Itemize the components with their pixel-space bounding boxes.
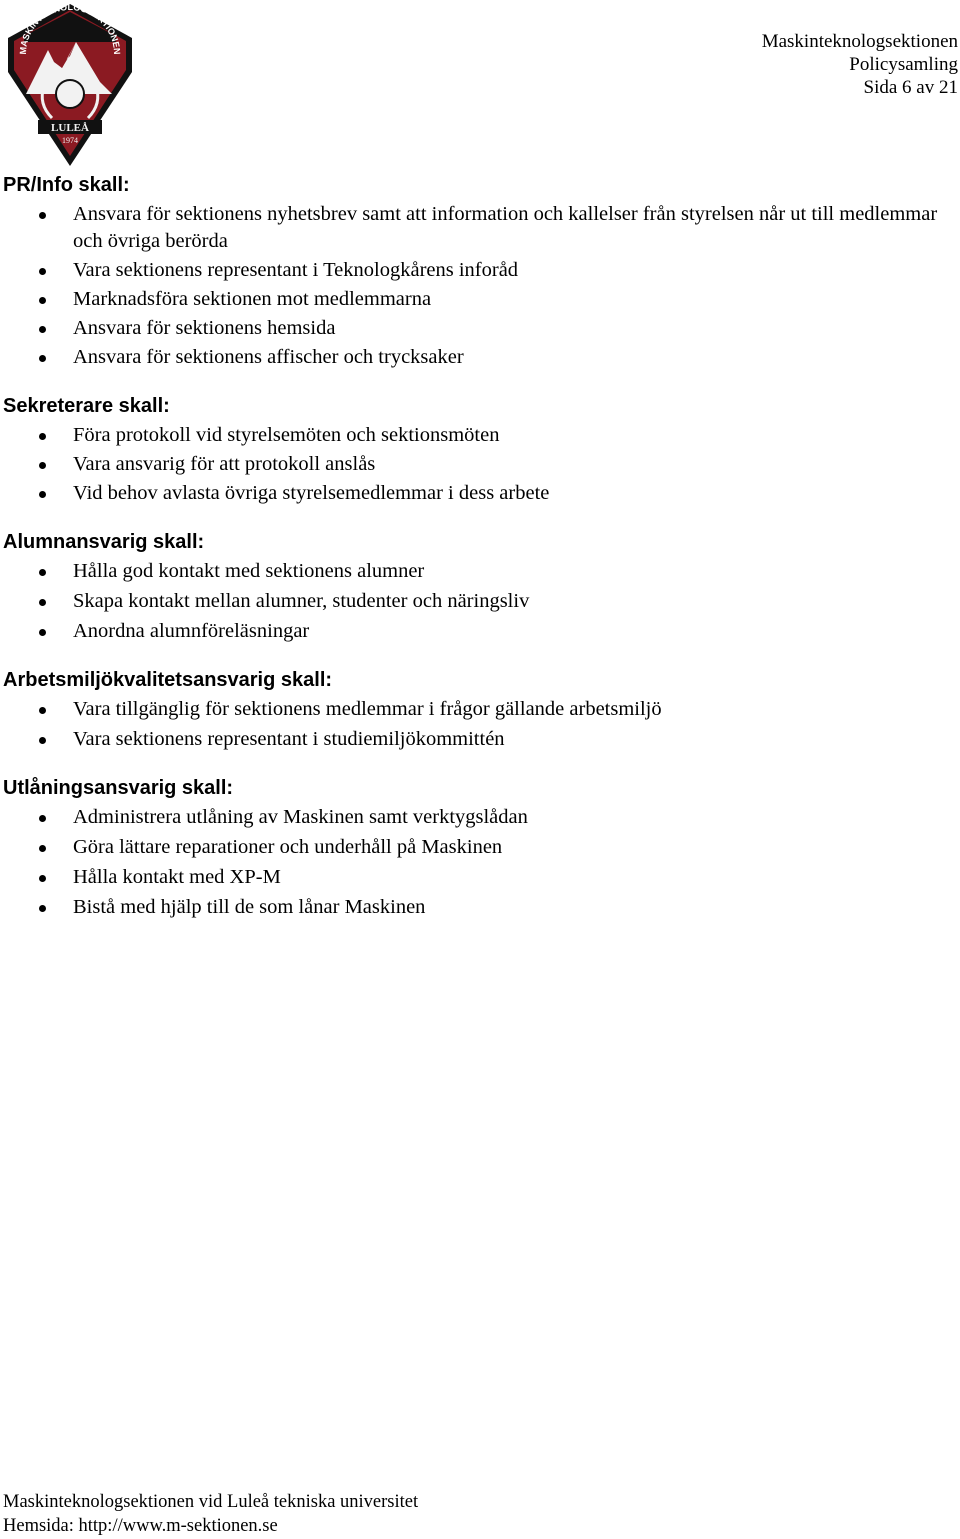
list-item: Vara tillgänglig för sektionens medlemmar i frågor gällande arbetsmiljö (3, 696, 958, 723)
list-item: Anordna alumnföreläsningar (3, 618, 958, 645)
list-item: Bistå med hjälp till de som lånar Maskinen (3, 894, 958, 921)
list-item: Skapa kontakt mellan alumner, studenter och näringsliv (3, 588, 958, 615)
svg-text:MASKINTEKNOLOGSEKTIONEN (18, 2, 122, 55)
bullet-list (3, 422, 958, 507)
section-heading: Arbetsmiljökvalitetsansvarig skall: (3, 669, 333, 691)
section-alumnansvarig (3, 529, 958, 645)
logo-city: LULEÅ (51, 122, 89, 134)
list-item: Vara ansvarig för att protokoll anslås (3, 451, 958, 478)
section-arbetsmiljo (3, 667, 958, 753)
list-item: Hålla kontakt med XP-M (3, 864, 958, 891)
section-pr-info (3, 172, 958, 371)
list-item: Hålla god kontakt med sektionens alumner (3, 558, 958, 585)
list-item: Marknadsföra sektionen mot medlemmarna (3, 286, 958, 313)
section-sekreterare (3, 393, 958, 507)
footer-website: Hemsida: http://www.m-sektionen.se (3, 1516, 278, 1536)
logo-year: 1974 (62, 136, 78, 145)
page-header (762, 30, 958, 99)
logo-banner-text: MASKINTEKNOLOGSEKTIONEN (17, 2, 123, 55)
bullet-list (3, 558, 958, 645)
section-heading: Alumnansvarig skall: (3, 531, 205, 553)
list-item: Ansvara för sektionens hemsida (3, 315, 958, 342)
header-document-title: Policysamling (849, 54, 958, 75)
section-heading: PR/Info skall: (3, 174, 130, 196)
list-item: Vara sektionens representant i Teknologkårens inforåd (3, 257, 958, 284)
section-utlaning (3, 775, 958, 921)
list-item: Ansvara för sektionens affischer och trycksaker (3, 344, 958, 371)
page-footer (3, 1490, 418, 1538)
list-item: Administrera utlåning av Maskinen samt verktygslådan (3, 804, 958, 831)
section-heading: Utlåningsansvarig skall: (3, 777, 234, 799)
list-item: Ansvara för sektionens nyhetsbrev samt att information och kallelser från styrelsen når ut till medlemmar och övriga berörda (3, 201, 958, 255)
bullet-list (3, 696, 958, 753)
document-body (3, 172, 958, 943)
bullet-list (3, 201, 958, 371)
header-organisation: Maskinteknologsektionen (761, 31, 958, 52)
list-item: Vid behov avlasta övriga styrelsemedlemmar i dess arbete (3, 480, 958, 507)
list-item: Vara sektionens representant i studiemiljökommittén (3, 726, 958, 753)
footer-organisation: Maskinteknologsektionen vid Luleå tekniska universitet (3, 1492, 419, 1512)
header-page-number: Sida 6 av 21 (863, 77, 958, 98)
list-item: Göra lättare reparationer och underhåll på Maskinen (3, 834, 958, 861)
section-heading: Sekreterare skall: (3, 395, 170, 417)
list-item: Föra protokoll vid styrelsemöten och sektionsmöten (3, 422, 958, 449)
bullet-list (3, 804, 958, 921)
section-logo (4, 2, 136, 168)
